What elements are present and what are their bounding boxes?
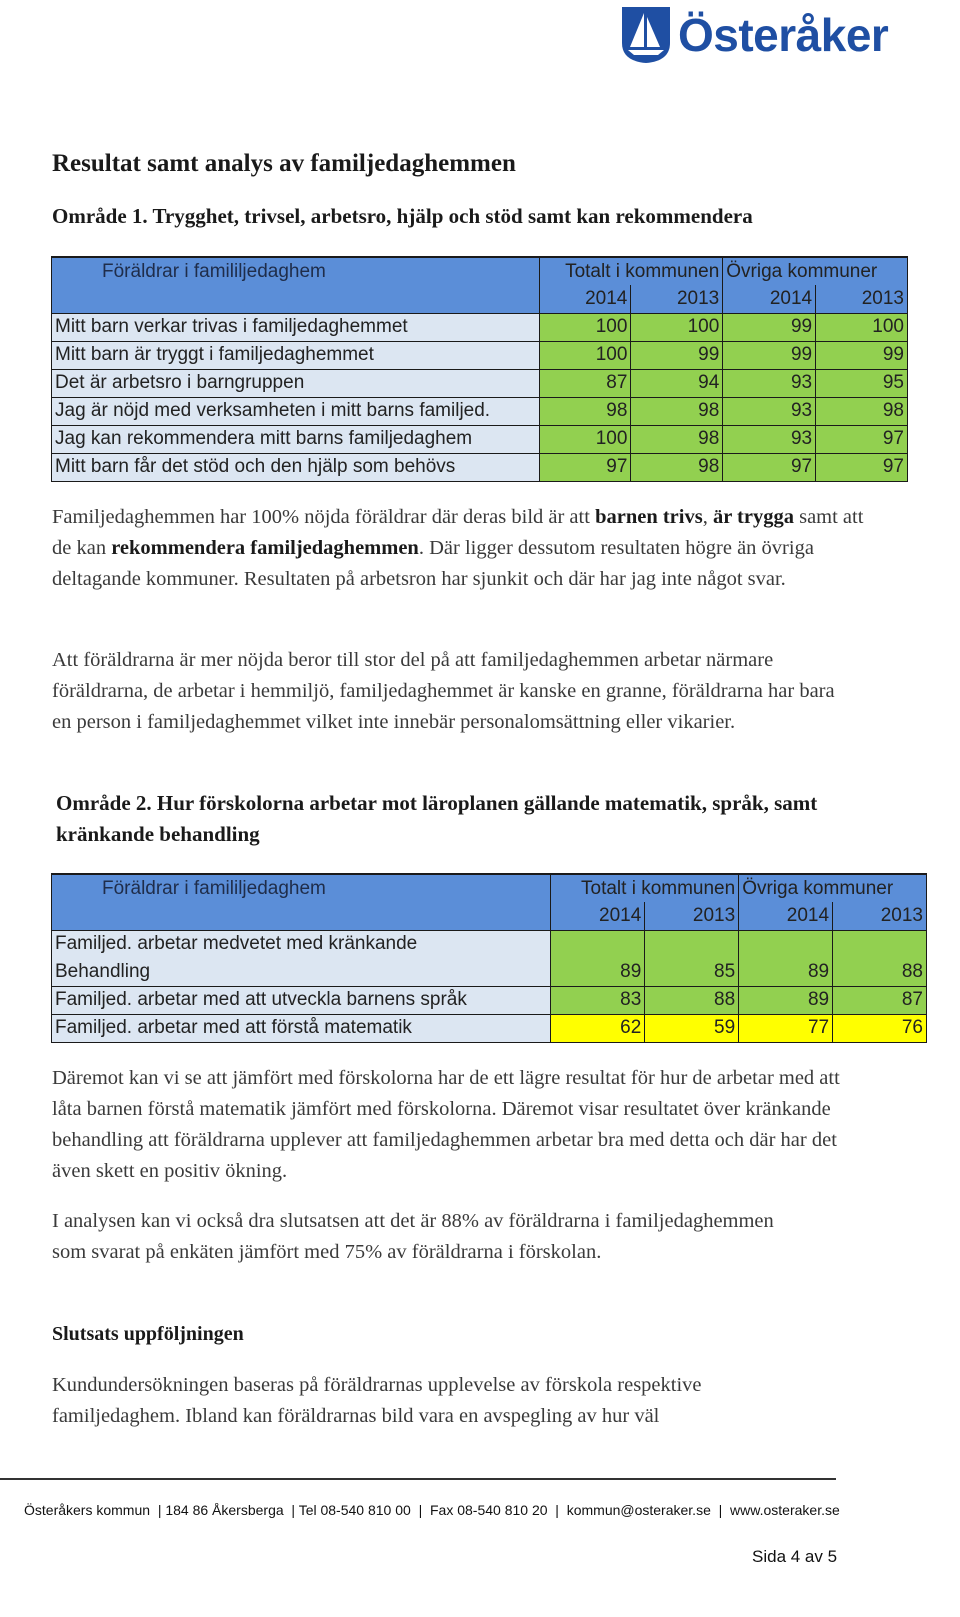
row-label: Familjed. arbetar medvetet med kränkande [52, 930, 551, 958]
table-header-label: Föräldrar i famililjedaghem [52, 257, 540, 285]
table-row [52, 313, 908, 341]
value-cell: 93 [723, 425, 816, 453]
row-label: Familjed. arbetar med att förstå matematik [52, 1014, 551, 1042]
bold-run: rekommendera familjedaghemmen [111, 537, 419, 559]
value-cell: 83 [551, 986, 645, 1014]
year-header: 2013 [816, 285, 908, 313]
value-cell: 99 [816, 341, 908, 369]
group-header-total: Totalt i kommunen [539, 257, 723, 285]
value-cell: 95 [816, 369, 908, 397]
value-cell: 88 [833, 958, 927, 986]
conclusion-heading: Slutsats uppföljningen [52, 1323, 244, 1345]
value-cell: 59 [645, 1014, 739, 1042]
logo-wordmark: Österåker [678, 9, 889, 61]
row-label: Jag är nöjd med verksamheten i mitt barns familjed. [52, 397, 540, 425]
value-cell: 77 [739, 1014, 833, 1042]
value-cell: 99 [631, 341, 723, 369]
table-row [52, 341, 908, 369]
text-run: samt att de kan [52, 506, 864, 559]
year-header: 2014 [551, 902, 645, 930]
value-cell: 99 [723, 341, 816, 369]
table-row [52, 986, 927, 1014]
table-row [52, 425, 908, 453]
value-cell: 87 [833, 986, 927, 1014]
area2-table [51, 873, 927, 1043]
value-cell: 100 [631, 313, 723, 341]
value-cell: 97 [816, 425, 908, 453]
value-cell: 100 [816, 313, 908, 341]
group-header-other: Övriga kommuner [723, 257, 908, 285]
row-label: Familjed. arbetar med att utveckla barnens språk [52, 986, 551, 1014]
value-cell: 97 [539, 453, 631, 481]
area2-heading: Område 2. Hur förskolorna arbetar mot läroplanen gällande matematik, språk, samt kränkande behandling [56, 791, 818, 846]
value-cell: 98 [631, 397, 723, 425]
value-cell: 62 [551, 1014, 645, 1042]
year-header: 2013 [833, 902, 927, 930]
year-header: 2013 [631, 285, 723, 313]
row-label: Det är arbetsro i barngruppen [52, 369, 540, 397]
sailboat-shield-icon [620, 5, 672, 65]
value-cell: 94 [631, 369, 723, 397]
footer-contact: Österåkers kommun | 184 86 Åkersberga | Tel 08-540 810 00 | Fax 08-540 810 20 | kommun@osteraker.se | www.osteraker.se [24, 1502, 840, 1518]
group-header-other: Övriga kommuner [739, 874, 927, 902]
value-cell: 89 [739, 986, 833, 1014]
text-run: Familjedaghemmen har 100% nöjda föräldrar där deras bild är att [52, 506, 596, 528]
value-cell: 85 [645, 958, 739, 986]
value-cell: 87 [539, 369, 631, 397]
group-header-total: Totalt i kommunen [551, 874, 739, 902]
value-cell: 93 [723, 397, 816, 425]
row-label: Behandling [52, 958, 551, 986]
conclusion-paragraph: Kundundersökningen baseras på föräldrarnas upplevelse av förskola respektive familjedaghem. Ibland kan föräldrarnas bild vara en avspegling av hur väl [52, 1374, 702, 1427]
value-cell: 93 [723, 369, 816, 397]
value-cell: 100 [539, 425, 631, 453]
year-header: 2014 [539, 285, 631, 313]
year-header: 2013 [645, 902, 739, 930]
value-cell: 89 [739, 958, 833, 986]
value-cell: 76 [833, 1014, 927, 1042]
bold-run: är trygga [712, 506, 794, 528]
area2-paragraph-1: Däremot kan vi se att jämfört med förskolorna har de ett lägre resultat för hur de arbetar med att låta barnen förstå matematik jämfört med förskolorna. Däremot visar resultatet över kränkande behandling att föräldrarna upplever att familjedaghemmen arbetar bra med detta och där har det även skett en positiv ökning. [52, 1067, 840, 1182]
year-header: 2014 [723, 285, 816, 313]
area1-paragraph-2: Att föräldrarna är mer nöjda beror till stor del på att familjedaghemmen arbetar närmare föräldrarna, de arbetar i hemmiljö, familjedaghemmet är kanske en granne, föräldrarna har bara en person i familjedaghemmet vilket inte innebär personalomsättning eller vikarier. [52, 649, 835, 733]
table-row [52, 397, 908, 425]
area2-paragraph-2: I analysen kan vi också dra slutsatsen att det är 88% av föräldrarna i familjedaghemmen som svarat på enkäten jämfört med 75% av föräldrarna i förskolan. [52, 1210, 774, 1263]
page-number: Sida 4 av 5 [752, 1547, 838, 1566]
area1-heading: Område 1. Trygghet, trivsel, arbetsro, hjälp och stöd samt kan rekommendera [52, 204, 753, 228]
area1-table [51, 256, 908, 482]
table-header-label: Föräldrar i famililjedaghem [52, 874, 551, 902]
table-row [52, 1014, 927, 1042]
bold-run: barnen trivs [595, 506, 703, 528]
row-label: Mitt barn är tryggt i familjedaghemmet [52, 341, 540, 369]
text-run: , [702, 506, 713, 528]
row-label: Mitt barn får det stöd och den hjälp som behövs [52, 453, 540, 481]
value-cell: 88 [645, 986, 739, 1014]
value-cell: 100 [539, 313, 631, 341]
value-cell: 100 [539, 341, 631, 369]
value-cell: 98 [816, 397, 908, 425]
logo [620, 4, 900, 66]
value-cell: 98 [631, 425, 723, 453]
area1-paragraph-1 [52, 502, 872, 595]
table-row [52, 958, 927, 986]
value-cell: 98 [631, 453, 723, 481]
row-label: Jag kan rekommendera mitt barns familjedaghem [52, 425, 540, 453]
table-row [52, 369, 908, 397]
value-cell: 97 [723, 453, 816, 481]
value-cell: 98 [539, 397, 631, 425]
table-row [52, 930, 927, 958]
footer-divider [0, 1478, 836, 1480]
value-cell: 89 [551, 958, 645, 986]
row-label: Mitt barn verkar trivas i familjedaghemmet [52, 313, 540, 341]
year-header: 2014 [739, 902, 833, 930]
table-row [52, 453, 908, 481]
page-title: Resultat samt analys av familjedaghemmen [52, 150, 516, 177]
value-cell: 97 [816, 453, 908, 481]
text-run: . Där ligger dessutom resultaten högre än övriga deltagande kommuner. Resultaten på arbetsron har sjunkit och där har jag inte något svar. [52, 537, 814, 590]
value-cell: 99 [723, 313, 816, 341]
